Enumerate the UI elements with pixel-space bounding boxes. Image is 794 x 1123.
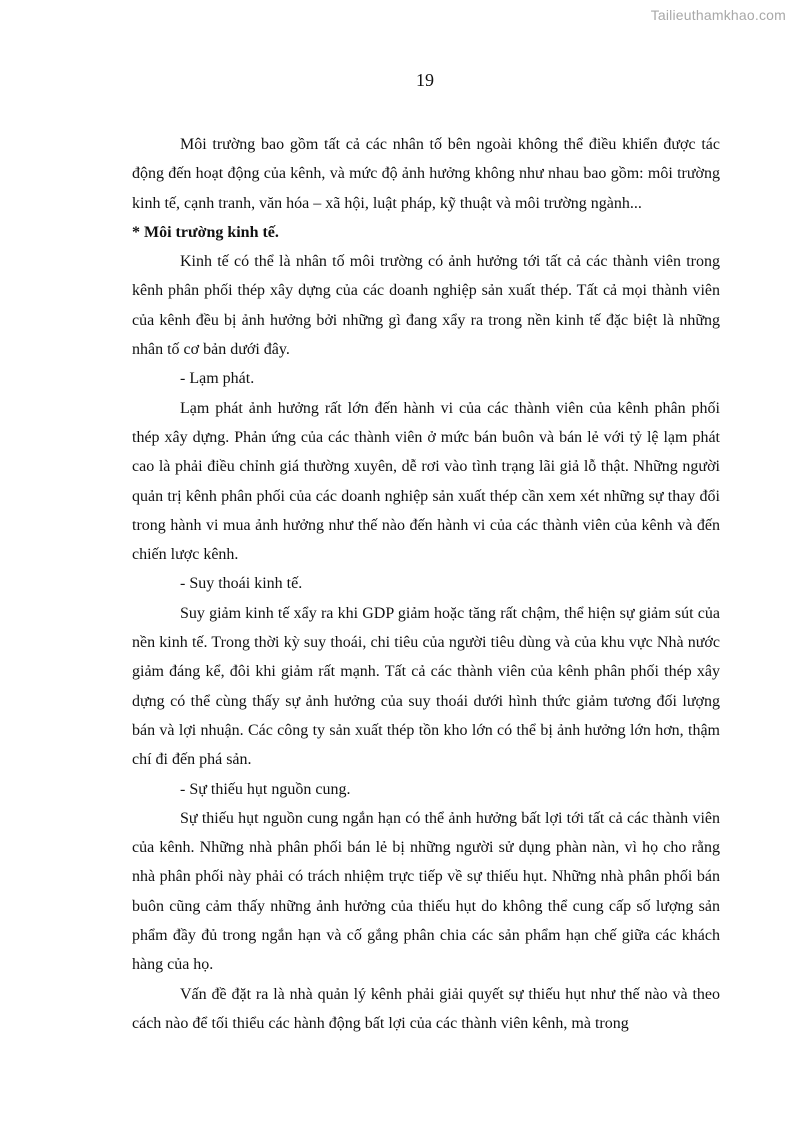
page-number: 19 bbox=[416, 70, 434, 90]
section-heading-economic: * Môi trường kinh tế. bbox=[132, 223, 279, 241]
paragraph-inflation: Lạm phát ảnh hưởng rất lớn đến hành vi của các thành viên của kênh phân phối thép xây dựng. Phản ứng của các thành viên ở mức bán buôn và bán lẻ với tỷ lệ lạm phát cao là phải điều chỉnh giá thường xuyên, dễ rơi vào tình trạng lãi giả lỗ thật. Những người quản trị kênh phân phối của các doanh nghiệp sản xuất thép cần xem xét những sự thay đổi trong hành vi mua ảnh hưởng như thế nào đến hành vi của các thành viên của kênh và đến chiến lược kênh. bbox=[132, 399, 720, 564]
subheading-supply-shortage: - Sự thiếu hụt nguồn cung. bbox=[180, 780, 351, 798]
watermark-text: Tailieuthamkhao.com bbox=[650, 7, 786, 23]
paragraph-management-issue: Vấn đề đặt ra là nhà quản lý kênh phải giải quyết sự thiếu hụt như thế nào và theo cách nào để tối thiểu các hành động bất lợi của các thành viên kênh, mà trong bbox=[132, 985, 720, 1032]
paragraph-recession: Suy giảm kinh tế xẩy ra khi GDP giảm hoặc tăng rất chậm, thể hiện sự giảm sút của nền kinh tế. Trong thời kỳ suy thoái, chi tiêu của người tiêu dùng và của khu vực Nhà nước giảm đáng kể, đôi khi giảm rất mạnh. Tất cả các thành viên của kênh phân phối thép xây dựng có thể cùng thấy sự ảnh hưởng của suy thoái dưới hình thức giảm tương đối lượng bán và lợi nhuận. Các công ty sản xuất thép tồn kho lớn có thể bị ảnh hưởng lớn hơn, thậm chí đi đến phá sản. bbox=[132, 604, 720, 769]
subheading-recession: - Suy thoái kinh tế. bbox=[180, 575, 303, 593]
subheading-inflation: - Lạm phát. bbox=[180, 370, 255, 388]
paragraph-supply-shortage: Sự thiếu hụt nguồn cung ngắn hạn có thể ảnh hưởng bất lợi tới tất cả các thành viên của kênh. Những nhà phân phối bán lẻ bị những người sử dụng phàn nàn, vì họ cho rằng nhà phân phối này phải có trách nhiệm trực tiếp về sự thiếu hụt. Những nhà phân phối bán buôn cũng cảm thấy những ảnh hưởng của thiếu hụt do không thể cung cấp số lượng sản phẩm đầy đủ trong ngắn hạn và cố gắng phân chia các sản phẩm hạn chế giữa các khách hàng của họ. bbox=[132, 809, 720, 974]
paragraph-economy: Kinh tế có thể là nhân tố môi trường có ảnh hưởng tới tất cả các thành viên trong kênh phân phối thép xây dựng của các doanh nghiệp sản xuất thép. Tất cả mọi thành viên của kênh đều bị ảnh hưởng bởi những gì đang xẩy ra trong nền kinh tế đặc biệt là những nhân tố cơ bản dưới đây. bbox=[132, 253, 720, 359]
document-body bbox=[132, 130, 720, 1038]
paragraph-intro: Môi trường bao gồm tất cả các nhân tố bên ngoài không thể điều khiển được tác động đến hoạt động của kênh, và mức độ ảnh hưởng không như nhau bao gồm: môi trường kinh tế, cạnh tranh, văn hóa – xã hội, luật pháp, kỹ thuật và môi trường ngành... bbox=[132, 136, 720, 212]
